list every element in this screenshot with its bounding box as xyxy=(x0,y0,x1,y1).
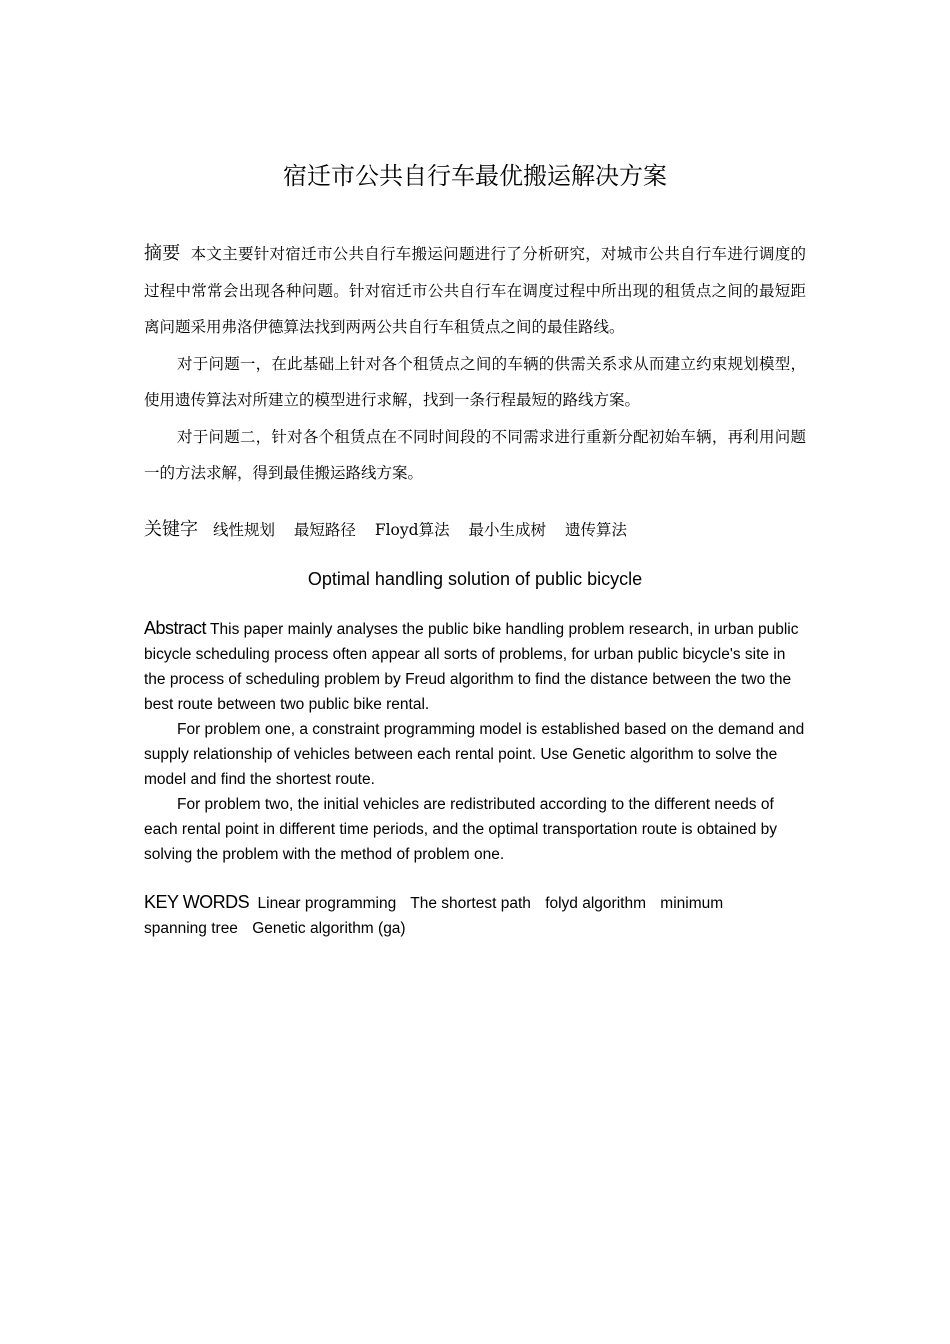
english-keyword: The shortest path xyxy=(410,895,531,912)
chinese-keyword: 线性规划 xyxy=(212,521,275,539)
english-keyword: Genetic algorithm (ga) xyxy=(252,920,406,937)
english-title: Optimal handling solution of public bicycle xyxy=(307,569,643,589)
chinese-abstract-text-1: 本文主要针对宿迁市公共自行车搬运问题进行了分析研究，对城市公共自行车进行调度的过程中常常会出现各种问题。针对宿迁市公共自行车在调度过程中所出现的租赁点之间的最短距离问题采用弗洛伊德算法找到两两公共自行车租赁点之间的最佳路线。 xyxy=(144,245,806,336)
english-abstract-label: Abstract xyxy=(144,618,207,638)
chinese-keyword: 最小生成树 xyxy=(468,521,547,539)
chinese-keywords-label: 关键字 xyxy=(144,519,198,540)
english-keyword: folyd algorithm xyxy=(545,895,646,912)
english-keyword: Linear programming xyxy=(257,895,397,912)
english-keyword: minimum spanning tree xyxy=(144,895,724,937)
english-abstract-paragraph-2: For problem one, a constraint programming model is established based on the demand and supply relationship of vehicles between each rental point. Use Genetic algorithm to solve the model and find the shortest route. xyxy=(144,721,805,788)
english-abstract-paragraph-3: For problem two, the initial vehicles are redistributed according to the different needs of each rental point in different time periods, and the optimal transportation route is obtained by solving the problem with the method of problem one. xyxy=(144,796,778,863)
english-keywords xyxy=(144,890,784,941)
chinese-title: 宿迁市公共自行车最优搬运解决方案 xyxy=(283,162,667,190)
chinese-abstract-paragraph-2: 对于问题一，在此基础上针对各个租赁点之间的车辆的供需关系求从而建立约束规划模型，使用遗传算法对所建立的模型进行求解，找到一条行程最短的路线方案。 xyxy=(144,354,806,409)
chinese-keyword: Floyd算法 xyxy=(374,521,450,539)
chinese-keywords xyxy=(144,514,806,546)
chinese-abstract-paragraph-3: 对于问题二，针对各个租赁点在不同时间段的不同需求进行重新分配初始车辆，再利用问题一的方法求解，得到最佳搬运路线方案。 xyxy=(144,427,806,482)
english-abstract xyxy=(144,616,806,867)
chinese-keyword: 遗传算法 xyxy=(564,521,627,539)
english-abstract-text-1: This paper mainly analyses the public bike handling problem research, in urban public bicycle scheduling process often appear all sorts of problems, for urban public bicycle's site in the process of scheduling problem by Freud algorithm to find the distance between the two the best route between two public bike rental. xyxy=(144,621,799,713)
english-keywords-label: KEY WORDS xyxy=(144,892,250,912)
chinese-abstract xyxy=(144,236,806,492)
chinese-abstract-label: 摘要 xyxy=(144,243,181,264)
english-abstract-paragraph-1 xyxy=(144,616,806,717)
chinese-keyword: 最短路径 xyxy=(293,521,356,539)
chinese-abstract-paragraph-1 xyxy=(144,236,806,346)
